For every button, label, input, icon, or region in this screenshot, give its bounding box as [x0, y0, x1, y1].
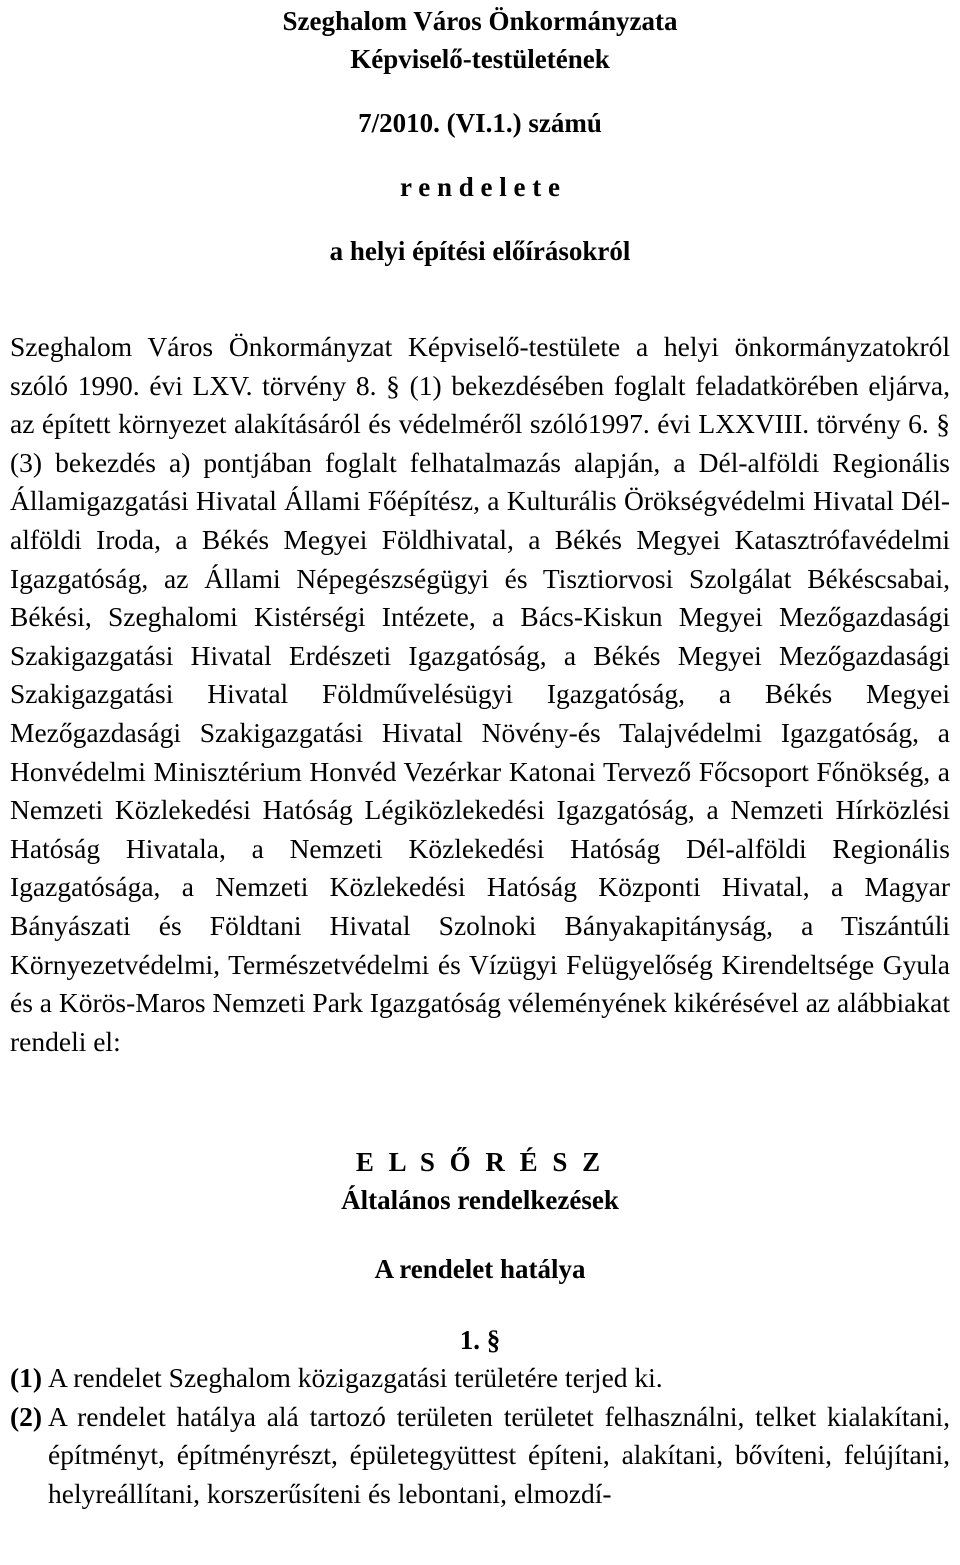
paragraph-2-text: A rendelet hatálya alá tartozó területen területet felhasználni, telket kialakítani, építményt, építményrészt, épületegyüttest építeni, alakítani, bővíteni, felújítani, helyreállítani, korszerűsíteni és lebontani, elmozdí-: [48, 1400, 950, 1510]
preamble-text: Szeghalom Város Önkormányzat Képviselő-testülete a helyi önkormányzatokról szóló 1990. évi LXV. törvény 8. § (1) bekezdésében foglalt feladatkörében eljárva, az épített környezet alakításáról és védelméről szóló1997. évi LXXVIII. törvény 6. § (3) bekezdés a) pontjában foglalt felhatalmazás alapján, a Dél-alföldi Regionális Államigazgatási Hivatal Állami Főépítész, a Kulturális Örökségvédelmi Hivatal Dél-alföldi Iroda, a Békés Megyei Földhivatal, a Békés Megyei Katasztrófavédelmi Igazgatóság, az Állami Népegészségügyi és Tisztiorvosi Szolgálat Békéscsabai, Békési, Szeghalomi Kistérségi Intézete, a Bács-Kiskun Megyei Mezőgazdasági Szakigazgatási Hivatal Erdészeti Igazgatóság, a Békés Megyei Mezőgazdasági Szakigazgatási Hivatal Földművelésügyi Igazgatóság, a Békés Megyei Mezőgazdasági Szakigazgatási Hivatal Növény-és Talajvédelmi Igazgatóság, a Honvédelmi Minisztérium Honvéd Vezérkar Katonai Tervező Főcsoport Főnökség, a Nemzeti Közlekedési Hatóság Légiközlekedési Igazgatóság, a Nemzeti Hírközlési Hatóság Hivatala, a Nemzeti Közlekedési Hatóság Dél-alföldi Regionális Igazgatósága, a Nemzeti Közlekedési Hatóság Központi Hivatal, a Magyar Bányászati és Földtani Hivatal Szolnoki Bányakapitányság, a Tiszántúli Környezetvédelmi, Természetvédelmi és Vízügyi Felügyelőség Kirendeltsége Gyula és a Körös-Maros Nemzeti Park Igazgatóság véleményének kikérésével az alábbiakat rendeli el:: [10, 331, 950, 1057]
part-subtitle: Általános rendelkezések: [341, 1185, 619, 1216]
paragraph-1: [10, 1359, 950, 1398]
paragraph-2: [10, 1398, 950, 1514]
paragraph-1-number: (1): [10, 1362, 43, 1394]
part-title: E L S Ő R É S Z: [355, 1147, 605, 1178]
section-title: A rendelet hatálya: [374, 1254, 586, 1285]
paragraph-2-number: (2): [10, 1400, 43, 1432]
decree-subject: a helyi építési előírásokról: [329, 236, 631, 266]
section-number: 1. §: [459, 1325, 501, 1356]
decree-type: r e n d e l e t e: [400, 172, 560, 202]
decree-number: 7/2010. (VI.1.) számú: [358, 108, 602, 138]
council-name: Szeghalom Város Önkormányzata: [282, 6, 678, 36]
paragraph-1-text: A rendelet Szeghalom közigazgatási területére terjed ki.: [48, 1362, 663, 1394]
council-body: Képviselő-testületének: [350, 44, 610, 74]
